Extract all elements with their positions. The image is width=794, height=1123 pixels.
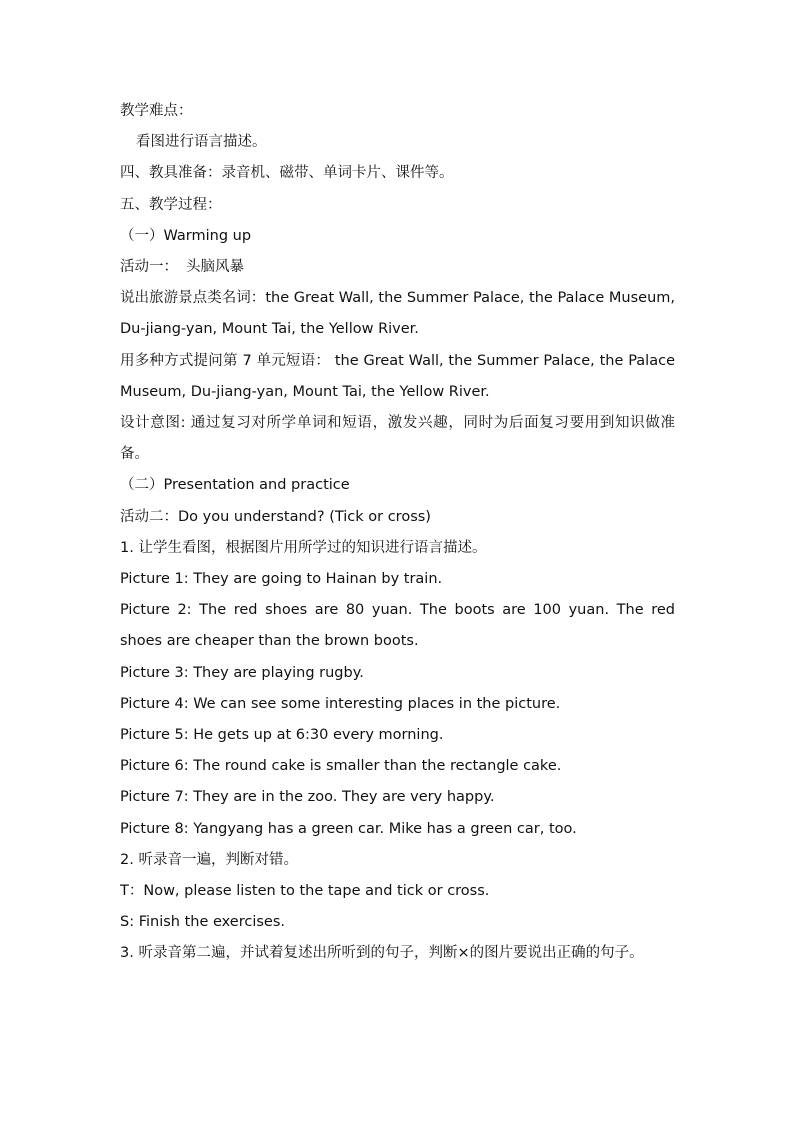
difficulty-heading: 教学难点： <box>120 103 193 119</box>
picture-4: Picture 4: We can see some interesting places in the picture. <box>120 695 561 712</box>
design-intent-paragraph: 设计意图: 通过复习对所学单词和短语，激发兴趣，同时为后面复习要用到知识做准备。 <box>120 415 675 463</box>
picture-6: Picture 6: The round cake is smaller than the rectangle cake. <box>120 758 562 775</box>
student-line: S: Finish the exercises. <box>120 914 285 931</box>
teacher-line: T：Now, please listen to the tape and tick or cross. <box>120 883 490 900</box>
part-warming-up: （一）Warming up <box>120 227 252 244</box>
picture-3: Picture 3: They are playing rugby. <box>120 664 364 681</box>
step-one: 1. 让学生看图，根据图片用所学过的知识进行语言描述。 <box>120 539 487 556</box>
section-teaching-aids: 四、教具准备：录音机、磁带、单词卡片、课件等。 <box>120 165 454 182</box>
section-teaching-process: 五、教学过程： <box>120 196 222 213</box>
activity-one-label: 活动一： <box>120 259 178 276</box>
part-presentation-practice: （二）Presentation and practice <box>120 477 350 494</box>
picture-7: Picture 7: They are in the zoo. They are very happy. <box>120 789 495 806</box>
activity-one <box>120 252 675 283</box>
picture-2: Picture 2: The red shoes are 80 yuan. The boots are 100 yuan. The red shoes are cheaper than the brown boots. <box>120 602 675 650</box>
activity-two: 活动二：Do you understand? (Tick or cross) <box>120 508 431 525</box>
unit-phrases-paragraph: 用多种方式提问第 7 单元短语： the Great Wall, the Summer Palace, the Palace Museum, Du-jiang-yan, Mount Tai, the Yellow River. <box>120 352 675 400</box>
picture-1: Picture 1: They are going to Hainan by train. <box>120 571 443 588</box>
difficulty-text: 看图进行语言描述。 <box>136 134 267 151</box>
place-names-paragraph: 说出旅游景点类名词：the Great Wall, the Summer Palace, the Palace Museum, Du-jiang-yan, Mount Tai, the Yellow River. <box>120 290 675 338</box>
activity-one-name: 头脑风暴 <box>186 259 244 276</box>
lesson-plan-page <box>120 96 675 970</box>
picture-8: Picture 8: Yangyang has a green car. Mike has a green car, too. <box>120 820 577 837</box>
step-three: 3. 听录音第二遍，并试着复述出所听到的句子，判断×的图片要说出正确的句子。 <box>120 945 644 962</box>
step-two: 2. 听录音一遍，判断对错。 <box>120 851 298 868</box>
picture-5: Picture 5: He gets up at 6:30 every morning. <box>120 727 444 744</box>
